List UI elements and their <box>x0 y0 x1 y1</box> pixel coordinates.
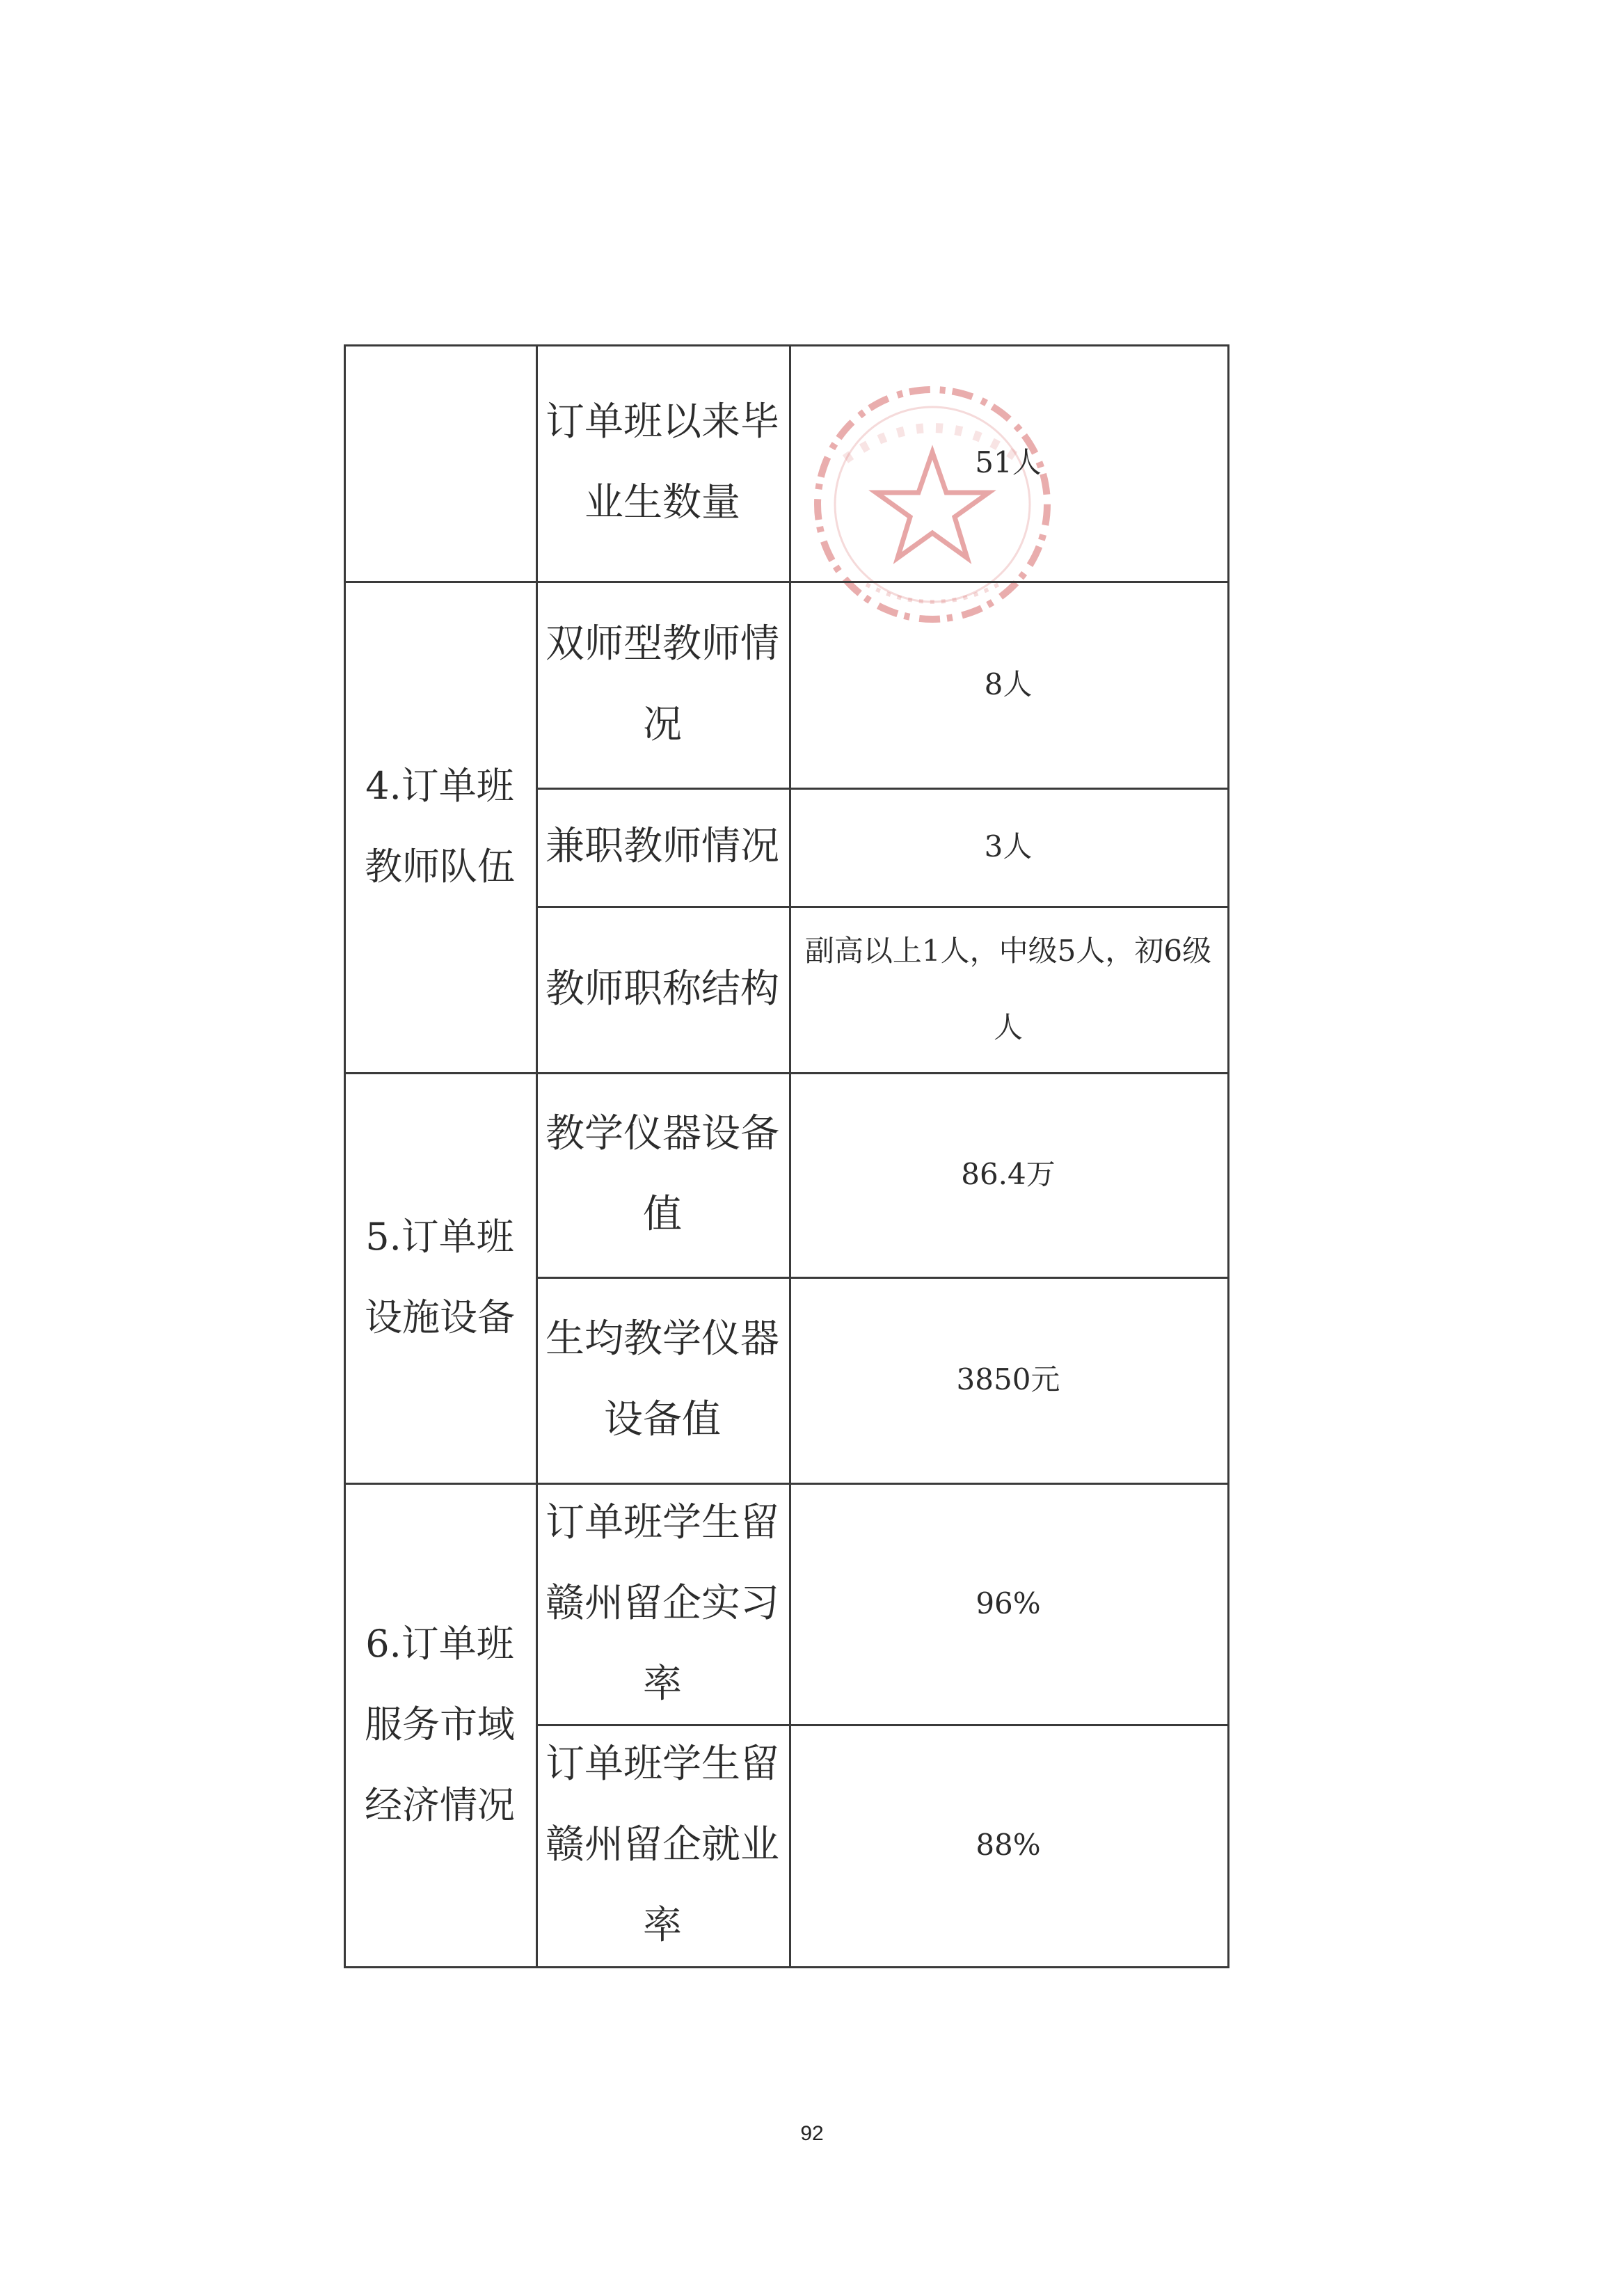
table-category-cell: 6.订单班服务市域经济情况 <box>365 1621 515 1827</box>
table-item-cell: 订单班以来毕业生数量 <box>546 399 779 525</box>
table-category-cell: 4.订单班教师队伍 <box>365 764 515 888</box>
table-item-cell: 双师型教师情况 <box>546 621 779 747</box>
table-item-cell: 订单班学生留赣州留企实习率 <box>546 1499 779 1707</box>
table-value-cell: 3人 <box>984 829 1033 863</box>
table-item-cell: 订单班学生留赣州留企就业率 <box>546 1741 779 1948</box>
table-value-cell: 96% <box>976 1586 1041 1620</box>
table-item-cell: 兼职教师情况 <box>546 824 779 869</box>
table-item-cell: 教师职称结构 <box>546 966 779 1012</box>
table-item-cell: 生均教学仪器设备值 <box>546 1316 779 1442</box>
table-value-cell: 3850元 <box>956 1362 1060 1396</box>
table-category-cell: 5.订单班设施设备 <box>365 1215 515 1339</box>
table-value-cell: 88% <box>976 1828 1041 1862</box>
table-value-cell: 副高以上1人，中级5人，初6级人 <box>804 933 1212 1044</box>
table-item-cell: 教学仪器设备值 <box>546 1111 779 1237</box>
page-number: 92 <box>800 2122 824 2145</box>
table-value-cell: 86.4万 <box>961 1157 1056 1191</box>
table-value-cell: 8人 <box>984 667 1033 701</box>
table-value-cell: 51人 <box>975 445 1042 479</box>
